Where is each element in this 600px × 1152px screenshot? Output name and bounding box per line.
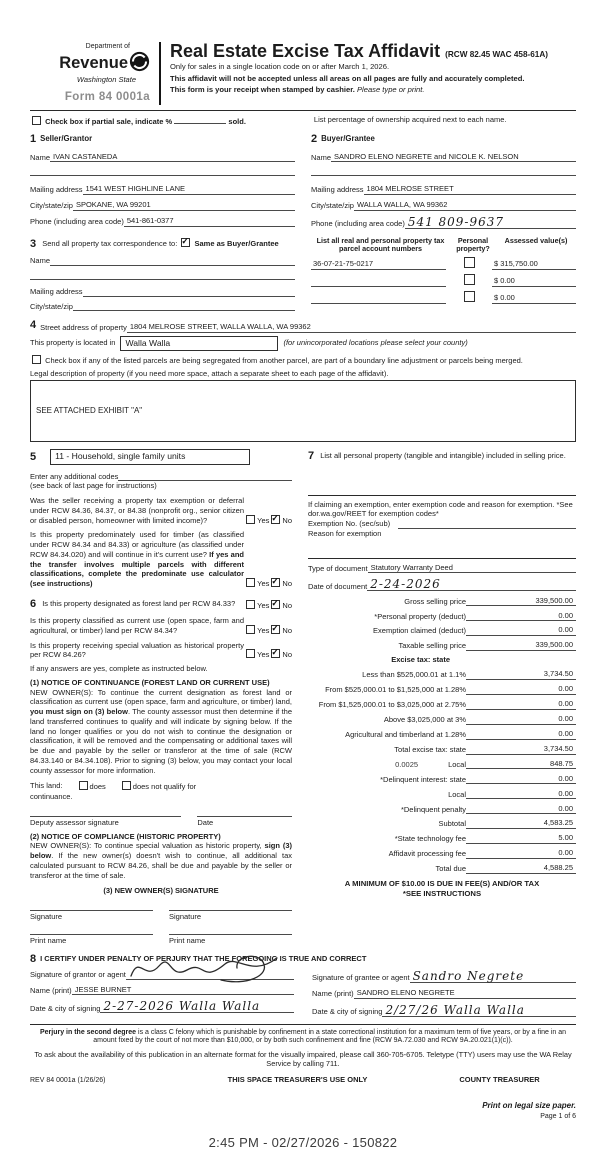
grantor-signature-field[interactable] [126, 971, 294, 980]
notice3-title: (3) NEW OWNER(S) SIGNATURE [103, 886, 219, 896]
tax-value: 3,734.50 [466, 669, 576, 680]
partial-sale-checkbox[interactable] [32, 116, 41, 125]
certify-statement: I CERTIFY UNDER PENALTY OF PERJURY THAT THE FOREGOING IS TRUE AND CORRECT [40, 953, 367, 963]
deputy-assessor-signature-line[interactable]: Deputy assessor signature [30, 816, 181, 828]
s6q1-yes-checkbox[interactable] [246, 600, 255, 609]
s6q1-no-checkbox[interactable] [271, 600, 280, 609]
timber-question: Is this property predominately used for timber (as classified under RCW 84.34 and 84.33) or agriculture (as classified under RCW 84.34.020) and will continue in it's current use? If yes and the transfer involves multiple parcels with different classifications, complete the predominate use calculator (see instructions) Yes ✓ No [30, 530, 292, 589]
land-does-checkbox[interactable] [79, 781, 88, 790]
tax-row-delinquent-interest-local: Local 0.00 [308, 789, 576, 800]
tax-row-gross: Gross selling price 339,500.00 [308, 596, 576, 607]
subtitle-3: This form is your receipt when stamped by cashier. Please type or print. [170, 85, 425, 95]
logo-state-line: Washington State [76, 74, 136, 84]
personal-property-checkbox-3[interactable] [464, 291, 475, 302]
seller-mailing-field[interactable]: 1541 WEST HIGHLINE LANE [83, 184, 295, 195]
grantor-print-name-field[interactable]: JESSE BURNET [72, 985, 294, 996]
tax-row-delinquent-penalty: *Delinquent penalty 0.00 [308, 804, 576, 815]
right-column: 7 List all personal property (tangible and intangible) included in selling price. If claiming an exemption, enter exemption code and reason for exemption. *See dor.wa.gov/REET for exemption codes* Exemption No. (sec/sub) Reason for exemption Type of document Statutory Warranty Deed Date of document 2-24-2026 Gross selling price 339,500.00 *Personal property (deduct) 0.00 Exemption claimed (deduct) 0.00 Taxable selling price 339,500.00 Excise tax: state Less than $525,000.01 at 1.1% 3,734.50 From $525,000.01 to $1,525,000 at 1.28% 0.00 From $1,525,000.01 to $3,025,000 at 2.75% 0.00 Above $3,025,000 at 3% 0.00 Agricultural and timberland at 1.28% 0.00 Total excise tax: state 3,734.50 0.0025 Local 848.75 *Delinquent interest: state 0.00 Local 0.00 *Delinquent penalty 0.00 Subtotal 4,583.25 *State technology fee 5.00 Affidavit processing fee 0.00 Total due 4,588.25 A MINIMUM OF $10.00 IS DUE IN FEE(S) AND/OR TAX *SEE INSTRUCTIONS [308, 449, 576, 945]
certify-section: 8 I CERTIFY UNDER PENALTY OF PERJURY THAT THE FOREGOING IS TRUE AND CORRECT Signature of grantor or agent Name (print) JESSE BURNET Date & city of signing 2-27-2026 Walla Walla Signature of grantee or agent Sandro Negrete Name (print) SANDRO ELENO NEGRETE Date & city of signing 2/27/26 Walla Walla [30, 952, 576, 1017]
personal-property-label: 7 List all personal property (tangible and intangible) included in selling price. [308, 450, 566, 463]
property-section: 4 Street address of property 1804 MELROSE STREET, WALLA WALLA, WA 99362 This property is located in Walla Walla (for unincorporated locations please select your county) Check box if any of the listed parcels are being segregated from another parcel, are part of a boundary line adjustment or parcels being merged. Legal description of property (if you need more space, attach a separate sheet to each page of the affidavit). SEE ATTACHED EXHIBIT "A" [30, 318, 576, 442]
alt-format-note: To ask about the availability of this publication in an alternate format for the visually impaired, please call 360-705-6705. Teletype (TTY) users may use the WA Relay Service by calling 711. [34, 1050, 572, 1069]
seller-section: 1 Seller/Grantor Name IVAN CASTANEDA Mailing address 1541 WEST HIGHLINE LANE City/state/zip SPOKANE, WA 99201 Phone (including area code) 541-861-0377 [30, 132, 295, 229]
tax-value: 0.00 [466, 714, 576, 725]
historic-question: Is this property receiving special valuation as historical property per RCW 84.26? Yes ✓ No [30, 641, 292, 661]
excise-tax-header: Excise tax: state [391, 655, 450, 665]
tax-row-personal: *Personal property (deduct) 0.00 [308, 611, 576, 622]
new-owner-print-line-1[interactable]: Print name [30, 934, 153, 946]
s6q3-yes-checkbox[interactable] [246, 649, 255, 658]
tax-row-total-state: Total excise tax: state 3,734.50 [308, 744, 576, 755]
tax-value: 3,734.50 [466, 744, 576, 755]
header-divider [159, 42, 161, 105]
tax-value: 5.00 [466, 833, 576, 844]
legal-description-box[interactable]: SEE ATTACHED EXHIBIT "A" [30, 380, 576, 442]
seller-name-field[interactable]: IVAN CASTANEDA [50, 152, 295, 163]
minimum-fee-note: A MINIMUM OF $10.00 IS DUE IN FEE(S) AND/OR TAX *SEE INSTRUCTIONS [344, 879, 540, 898]
see-back-note: (see back of last page for instructions) [30, 481, 157, 491]
revenue-swirl-icon [129, 51, 150, 75]
document-date-field[interactable]: 2-24-2026 [367, 578, 576, 591]
partial-sale-row [30, 115, 576, 127]
tax-row-exemption: Exemption claimed (deduct) 0.00 [308, 625, 576, 636]
page-number: Page 1 of 6 [540, 1113, 576, 1121]
tax-value: 0.00 [466, 625, 576, 636]
s6q2-yes-checkbox[interactable] [246, 625, 255, 634]
buyer-mailing-field[interactable]: 1804 MELROSE STREET [364, 184, 576, 195]
personal-property-col-header: Personal property? [456, 235, 490, 254]
s6q2-no-checkbox[interactable] [271, 625, 280, 634]
land-qualify-row: This land: does does not qualify for [30, 781, 197, 792]
header-rule [30, 110, 576, 111]
s5q1-no-checkbox[interactable] [271, 515, 280, 524]
personal-property-checkbox-2[interactable] [464, 274, 475, 285]
notice2-body: NEW OWNER(S): To continue special valuation as historic property, sign (3) below. If the new owner(s) doesn't wish to continue, all additional tax calculated pursuant to RCW 84.26, shall be due and payable by the seller or transferor at the time of sale. [30, 841, 293, 880]
new-owner-signature-line-1[interactable]: Signature [30, 910, 153, 922]
correspondence-mailing-field[interactable] [83, 288, 295, 297]
grantee-signature-block: Signature of grantee or agent Sandro Negrete Name (print) SANDRO ELENO NEGRETE Date & city of signing 2/27/26 Walla Walla [312, 970, 576, 1017]
subtitle-2: This affidavit will not be accepted unless all areas on all pages are fully and accurately completed. [170, 73, 525, 83]
rev-number: REV 84 0001a (1/26/26) [30, 1076, 106, 1084]
notice2-title: (2) NOTICE OF COMPLIANCE (HISTORIC PROPERTY) [30, 831, 221, 841]
tax-row-technology-fee: *State technology fee 5.00 [308, 833, 576, 844]
tax-row-total-due: Total due 4,588.25 [308, 863, 576, 874]
document-type-field[interactable]: Statutory Warranty Deed [368, 563, 576, 574]
tax-value: 339,500.00 [466, 596, 576, 607]
exemption-question: Was the seller receiving a property tax exemption or deferral under RCW 84.36, 84.37, or 84.38 (nonprofit org., senior citizen or disabled person, homeowner with limited income)? Yes ✓ No [30, 496, 292, 525]
parcel-row [311, 257, 576, 270]
grantee-print-name-field[interactable]: SANDRO ELENO NEGRETE [354, 988, 576, 999]
s5q1-yes-checkbox[interactable] [246, 515, 255, 524]
tax-value: 0.00 [466, 848, 576, 859]
seller-phone-field[interactable]: 541-861-0377 [124, 216, 295, 227]
tax-value: 0.00 [466, 774, 576, 785]
parcel-number-field[interactable]: 36-07-21-75-0217 [311, 259, 446, 270]
logo-dept-line: Department of [85, 43, 130, 50]
buyer-phone-field[interactable]: 541 809-9637 [405, 216, 576, 229]
correspondence-name2-field[interactable] [30, 270, 295, 280]
grantee-date-city-field[interactable]: 2/27/26 Walla Walla [382, 1004, 576, 1017]
deputy-date-line[interactable]: Date [197, 816, 292, 828]
notice1-body: NEW OWNER(S): To continue the current designation as forest land or classification as current use (open space, farm and agriculture, or timber) land, you must sign on (3) below. The county assessor must then determine if the land transferred continues to qualify and will indicate by signing below. If the land no longer qualifies or you do not wish to continue the designation or classification, it will be removed and the compensating or additional taxes will be due and payable by the seller or transferor at the time of sale (RCW 84.33.140 or 84.34.108). Prior to signing (3) below, you may contact your local county assessor for more information. [30, 687, 292, 775]
form-title: Real Estate Excise Tax Affidavit (RCW 82.45 WAC 458-61A) [170, 41, 548, 61]
tax-row-agricultural: Agricultural and timberland at 1.28% 0.00 [308, 729, 576, 740]
notice1-title: (1) NOTICE OF CONTINUANCE (FOREST LAND OR CURRENT USE) [30, 677, 270, 687]
buyer-section: 2 Buyer/Grantee Name SANDRO ELENO NEGRETE and NICOLE K. NELSON Mailing address 1804 MELROSE STREET City/state/zip WALLA WALLA, WA 99362 Phone (including area code) 541 809-9637 [311, 132, 576, 229]
land-does-not-checkbox[interactable] [122, 781, 131, 790]
assessed-value-field[interactable]: $ 315,750.00 [492, 259, 576, 270]
county-treasurer-label: COUNTY TREASURER [459, 1074, 540, 1084]
assessed-value-field[interactable]: $ 0.00 [492, 293, 576, 304]
seller-city-field[interactable]: SPOKANE, WA 99201 [73, 200, 295, 211]
dor-logo [30, 42, 159, 105]
buyer-name-field[interactable]: SANDRO ELENO NEGRETE and NICOLE K. NELSON [331, 152, 576, 163]
tax-value: 0.00 [466, 804, 576, 815]
use-code-select[interactable]: 11 - Household, single family units [50, 449, 250, 464]
tax-value: 4,583.25 [466, 818, 576, 829]
tax-row-delinquent-interest-state: *Delinquent interest: state 0.00 [308, 774, 576, 785]
s6q3-no-checkbox[interactable] [271, 649, 280, 658]
local-rate: 0.0025 [395, 759, 419, 769]
partial-sale-percent-field[interactable] [174, 115, 226, 124]
grantor-signature-block: Signature of grantor or agent Name (print) JESSE BURNET Date & city of signing 2-27-2026 Walla Walla [30, 970, 294, 1017]
buyer-name2-field[interactable] [311, 166, 576, 176]
buyer-city-field[interactable]: WALLA WALLA, WA 99362 [354, 200, 576, 211]
form-number: Form 84 0001a [64, 90, 150, 103]
legal-description-label: Legal description of property (if you need more space, attach a separate sheet to each page of the affidavit). [30, 368, 389, 378]
exemption-no-field[interactable] [398, 520, 576, 529]
tax-value: 0.00 [466, 789, 576, 800]
tax-value: 848.75 [466, 759, 576, 770]
left-column: 5 11 - Household, single family units Enter any additional codes (see back of last page for instructions) Was the seller receiving a property tax exemption or deferral under RCW 84.36, 84.37, or 84.38 (nonprofit org., senior citizen or disabled person, homeowner with limited income)? Yes ✓ No Is this property predominately used for timber (as classified under RCW 84.34 and 84.33) or agriculture (as classified under RCW 84.34.020) and will continue in it's current use? If yes and the transfer involves multiple parcels with different classifications, complete the predominate use calculator (see instructions) Yes ✓ No 6 Is this property designated as forest land per RCW 84.33? Yes ✓ No Is this property classified as current use (open space, farm and agricultural, or timber) land per RCW 84.34? Yes ✓ No Is this property receiving special valuation as historical property per RCW 84.26? Yes ✓ No If any answers are yes, complete as instructed below. (1) NOTICE OF CONTINUANCE (FOREST LAND OR CURRENT USE) NEW OWNER(S): To continue the current designation as forest land or classification as current use (open space, farm and agriculture, or timber) land, you must sign on (3) below. The county assessor must then determine if the land transferred continues to qualify and will indicate by signing below. If the land no longer qualifies or you do not wish to continue the designation or classification, it will be removed and the compensating or additional taxes will be due and payable by the seller or transferor at the time of sale (RCW 84.33.140 or 84.34.108). Prior to signing (3) below, you may contact your local county assessor for more information. This land: does does not qualify for continuance. Deputy assessor signature Date (2) NOTICE OF COMPLIANCE (HISTORIC PROPERTY) NEW OWNER(S): To continue special valuation as historic property, sign (3) below. If the new owner(s) doesn't wish to continue, all additional tax calculated pursuant to RCW 84.26, shall be due and payable by the seller or transferor at the time of sale. (3) NEW OWNER(S) SIGNATURE Signature Signature Print name Print name [30, 449, 292, 945]
if-any-note: If any answers are yes, complete as instructed below. [30, 664, 208, 674]
assessed-value-field[interactable]: $ 0.00 [492, 276, 576, 287]
logo-revenue-wordmark: Revenue [59, 53, 128, 72]
current-use-question: Is this property classified as current use (open space, farm and agricultural, or timber) land per RCW 84.34? Yes ✓ No [30, 616, 292, 636]
new-owner-signature-line-2[interactable]: Signature [169, 910, 292, 922]
tax-value: 0.00 [466, 611, 576, 622]
tax-row-local: 0.0025 Local 848.75 [308, 759, 576, 770]
buyer-heading: Buyer/Grantee [321, 134, 375, 144]
tax-row-tier1: Less than $525,000.01 at 1.1% 3,734.50 [308, 669, 576, 680]
parcel-section [311, 237, 576, 312]
s5q2-no-checkbox[interactable] [271, 578, 280, 587]
county-note: (for unincorporated locations please select your county) [283, 338, 468, 348]
seller-heading: Seller/Grantor [40, 134, 93, 144]
partial-sale-left: Check box if partial sale, indicate % sold. [30, 115, 314, 127]
tax-value: 339,500.00 [466, 640, 576, 651]
tax-row-tier3: From $1,525,000.01 to $3,025,000 at 2.75% 0.00 [308, 699, 576, 710]
exemption-note: If claiming an exemption, enter exemption code and reason for exemption. *See dor.wa.gov/REET for exemption codes* [308, 499, 573, 519]
parcel-number-field[interactable] [311, 286, 446, 287]
personal-property-blank[interactable] [308, 464, 576, 490]
grantee-signature-field[interactable]: Sandro Negrete [410, 970, 576, 983]
print-note: Print on legal size paper. Page 1 of 6 [30, 1101, 576, 1121]
tax-row-taxable: Taxable selling price 339,500.00 [308, 640, 576, 651]
treasurer-space-label: THIS SPACE TREASURER'S USE ONLY [227, 1074, 368, 1084]
scan-timestamp: 2:45 PM - 02/27/2026 - 150822 [208, 1135, 398, 1151]
seller-name2-field[interactable] [30, 166, 295, 176]
correspondence-section: 3 Send all property tax correspondence to: ✓ Same as Buyer/Grantee Name Mailing address City/state/zip [30, 237, 295, 312]
tax-value: 4,588.25 [466, 863, 576, 874]
correspondence-name-field[interactable] [50, 257, 295, 266]
tax-row-tier4: Above $3,025,000 at 3% 0.00 [308, 714, 576, 725]
tax-row-subtotal: Subtotal 4,583.25 [308, 818, 576, 829]
footer-row [30, 1075, 576, 1085]
street-address-field[interactable]: 1804 MELROSE STREET, WALLA WALLA, WA 99362 [127, 322, 576, 333]
grantor-date-city-field[interactable]: 2-27-2026 Walla Walla [100, 1000, 294, 1013]
additional-codes-field[interactable] [118, 472, 292, 481]
parcel-number-field[interactable] [311, 303, 446, 304]
perjury-note: Perjury in the second degree is a class C felony which is punishable by confinement in a state correctional institution for a maximum term of five years, or by a fine in an amount fixed by the court of not more than $10,000, or by both such confinement and fine (RCW 9A.72.030 and RCW 9A.20.021(1)(c)). [39, 1028, 566, 1045]
tax-row-processing-fee: Affidavit processing fee 0.00 [308, 848, 576, 859]
tax-row-tier2: From $525,000.01 to $1,525,000 at 1.28% 0.00 [308, 684, 576, 695]
assessed-value-col-header: Assessed value(s) [504, 235, 568, 245]
county-select[interactable]: Walla Walla [120, 336, 278, 351]
tax-value: 0.00 [466, 729, 576, 740]
s5q2-yes-checkbox[interactable] [246, 578, 255, 587]
forest-land-question: 6 Is this property designated as forest land per RCW 84.33? Yes ✓ No [30, 597, 292, 611]
segregated-checkbox[interactable] [32, 355, 41, 364]
parcel-row [311, 274, 576, 287]
parcel-col-header: List all real and personal property tax parcel account numbers [316, 235, 445, 254]
tax-value: 0.00 [466, 699, 576, 710]
parcel-row [311, 291, 576, 304]
new-owner-print-line-2[interactable]: Print name [169, 934, 292, 946]
same-as-buyer-checkbox[interactable] [181, 238, 190, 247]
form-header [30, 42, 576, 105]
tax-value: 0.00 [466, 684, 576, 695]
form-rcw: (RCW 82.45 WAC 458-61A) [445, 50, 548, 59]
ownership-note: List percentage of ownership acquired next to each name. [313, 114, 507, 124]
correspondence-city-field[interactable] [73, 302, 295, 311]
subtitle-1: Only for sales in a single location code on or after March 1, 2026. [170, 62, 390, 72]
reason-for-exemption-label: Reason for exemption [308, 528, 382, 538]
personal-property-checkbox-1[interactable] [464, 257, 475, 268]
reason-blank[interactable] [308, 539, 576, 553]
